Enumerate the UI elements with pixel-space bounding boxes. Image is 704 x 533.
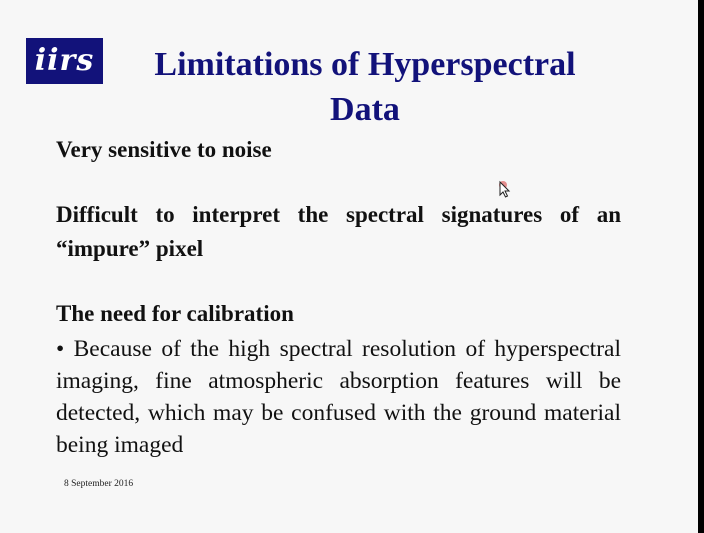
screen-edge xyxy=(698,0,704,533)
title-line-2: Data xyxy=(330,91,400,128)
point-impure-pixel: Difficult to interpret the spectral signatures of an “impure” pixel xyxy=(56,202,621,261)
title-line-1: Limitations of Hyperspectral xyxy=(154,46,576,83)
iirs-logo xyxy=(26,38,103,84)
point-noise: Very sensitive to noise xyxy=(56,137,272,162)
mouse-pointer-icon xyxy=(497,180,511,198)
footer-date: 8 September 2016 xyxy=(64,479,134,489)
logo-text: iirs xyxy=(34,43,95,78)
slide-title xyxy=(105,42,625,132)
point-calibration: The need for calibration xyxy=(56,301,294,326)
calibration-bullet: • Because of the high spectral resolution of hyperspectral imaging, fine atmospheric absorption features will be detected, which may be confused with the ground material being imaged xyxy=(56,336,621,458)
